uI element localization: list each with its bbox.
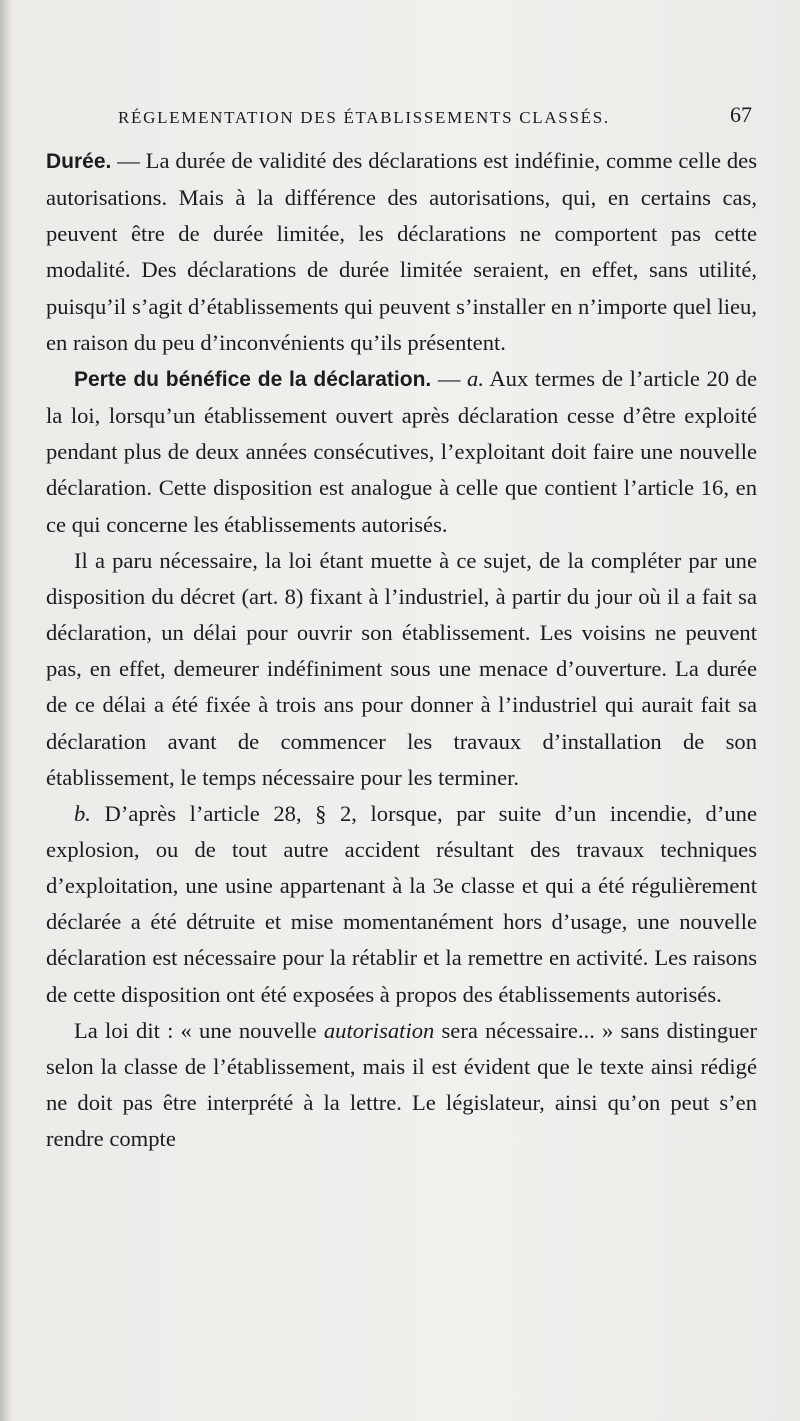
running-head-title: RÉGLEMENTATION DES ÉTABLISSEMENTS CLASSÉS. — [118, 108, 610, 127]
page-gutter-shadow — [0, 0, 10, 1421]
body-text — [46, 143, 757, 1157]
paragraph-text: — La durée de validité des déclarations est indéfinie, comme celle des autorisations. Mais à la différence des autorisations, qui, en certains cas, peuvent être de durée limitée, les déclarations ne comportent pas cette modalité. Des déclarations de durée limitée seraient, en effet, sans utilité, puisqu’il s’agit d’établissements qui peuvent s’installer en n’importe quel lieu, en raison du peu d’inconvénients qu’ils présentent. — [46, 148, 757, 355]
paragraph-text: Il a paru nécessaire, la loi étant muette à ce sujet, de la compléter par une disposition du décret (art. 8) fixant à l’industriel, à partir du jour où il a fait sa déclaration, un délai pour ouvrir son établissement. Les voisins ne peuvent pas, en effet, demeurer indéfiniment sous une menace d’ouverture. La durée de ce délai a été fixée à trois ans pour donner à l’industriel qui aurait fait sa déclaration avant de commencer les travaux d’installation de son établissement, le temps nécessaire pour les terminer. — [46, 547, 757, 790]
page-number: 67 — [730, 102, 752, 127]
dash-separator: — — [431, 365, 468, 391]
emphasis-autorisation: autorisation — [323, 1017, 435, 1043]
paragraph-delai — [46, 543, 757, 796]
item-marker-a: a. — [467, 365, 484, 391]
paragraph-text: Aux termes de l’article 20 de la loi, lorsqu’un établissement ouvert après déclaration cesse d’être exploité pendant plus de deux années consécutives, l’exploitant doit faire une nouvelle déclaration. Cette disposition est analogue à celle que contient l’article 16, en ce qui concerne les établissements autorisés. — [46, 365, 758, 537]
paragraph-duree — [46, 143, 757, 361]
paragraph-perte-benefice — [46, 361, 757, 543]
section-heading-duree: Durée. — [46, 150, 112, 173]
paragraph-text-after: sera nécessaire... » sans distinguer selon la classe de l’établissement, mais il est évident que le texte ainsi rédigé ne doit pas être interprété à la lettre. Le législateur, ainsi qu’on peut s’en rendre compte — [46, 1017, 757, 1152]
item-marker-b: b. — [74, 800, 91, 826]
paragraph-article-28 — [46, 796, 757, 1013]
paragraph-text-before: La loi dit : « une nouvelle — [74, 1017, 324, 1043]
paragraph-la-loi-dit — [46, 1013, 757, 1158]
paragraph-text: D’après l’article 28, § 2, lorsque, par suite d’un incendie, d’une explosion, ou de tout autre accident résultant des travaux techniques d’exploitation, une usine appartenant à la 3e classe et qui a été régulièrement déclarée a été détruite et mise momentanément hors d’usage, une nouvelle déclaration est nécessaire pour la rétablir et la remettre en activité. Les raisons de cette disposition ont été exposées à propos des établissements autorisés. — [46, 800, 757, 1007]
running-head — [118, 102, 752, 131]
section-heading-perte-benefice: Perte du bénéfice de la déclaration. — [74, 367, 432, 391]
